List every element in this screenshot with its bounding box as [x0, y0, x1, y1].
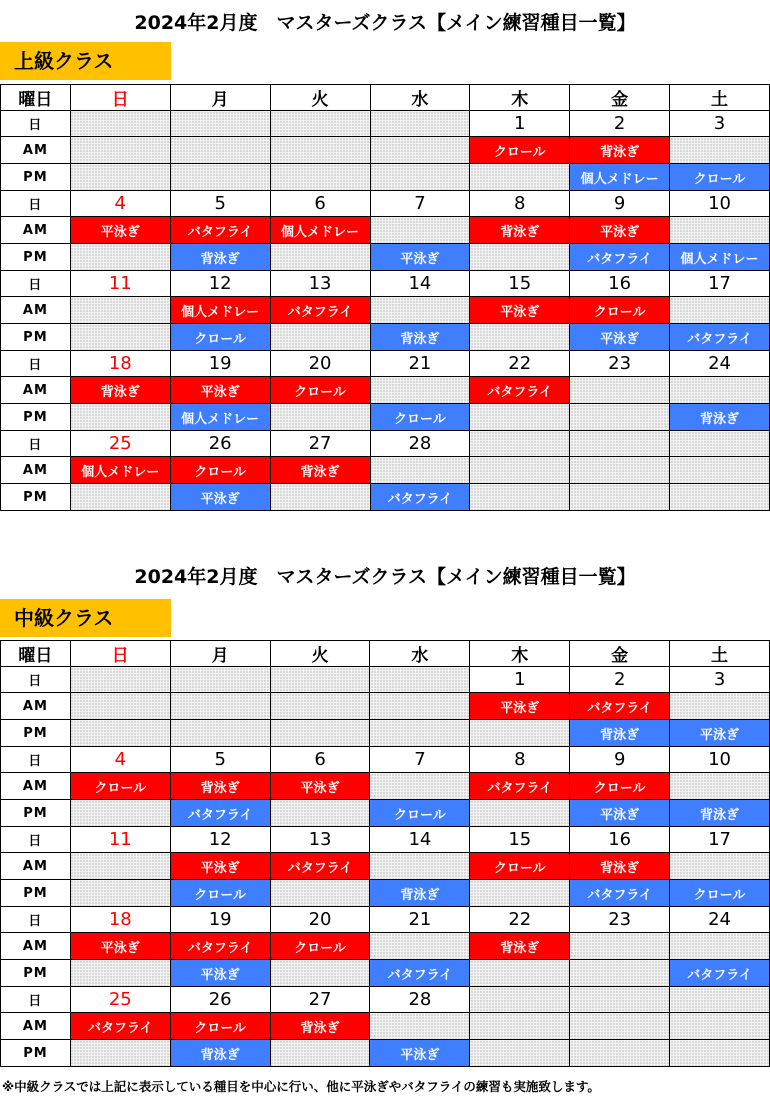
date-cell: 16: [570, 827, 670, 853]
pm-row-label: PM: [1, 324, 71, 351]
date-cell: 27: [270, 987, 370, 1013]
date-cell: 19: [170, 351, 270, 377]
weekday-header: 木: [470, 641, 570, 667]
date-cell: [370, 667, 470, 693]
date-cell: [570, 987, 670, 1013]
date-cell: 15: [470, 271, 570, 297]
pm-practice-cell: [570, 960, 670, 987]
date-cell: 5: [170, 191, 270, 217]
date-cell: 1: [470, 667, 570, 693]
pm-row-label: PM: [1, 1040, 71, 1067]
pm-practice-cell: [70, 244, 170, 271]
date-cell: 26: [170, 431, 270, 457]
am-practice-cell: [670, 693, 770, 720]
am-row-label: AM: [1, 773, 71, 800]
pm-practice-cell: [70, 880, 170, 907]
pm-practice-cell: 背泳ぎ: [370, 880, 470, 907]
am-practice-cell: [670, 137, 770, 164]
pm-practice-cell: [370, 720, 470, 747]
am-practice-cell: [370, 457, 470, 484]
date-cell: 21: [370, 351, 470, 377]
date-cell: 6: [270, 747, 370, 773]
weekday-header: 金: [570, 641, 670, 667]
weekday-header: 火: [270, 641, 370, 667]
am-practice-cell: バタフライ: [270, 297, 370, 324]
pm-practice-cell: [270, 960, 370, 987]
am-practice-cell: [70, 853, 170, 880]
am-row-label: AM: [1, 933, 71, 960]
date-row-label: 日: [1, 191, 71, 217]
am-practice-cell: 平泳ぎ: [470, 297, 570, 324]
pm-practice-cell: 平泳ぎ: [370, 244, 470, 271]
weekday-header: 土: [670, 85, 770, 111]
date-cell: 4: [70, 747, 170, 773]
am-row-label: AM: [1, 457, 71, 484]
date-cell: 28: [370, 431, 470, 457]
pm-practice-cell: [470, 800, 570, 827]
pm-practice-cell: [470, 484, 570, 511]
am-practice-cell: [370, 217, 470, 244]
pm-practice-cell: [570, 1040, 670, 1067]
date-row-label: 日: [1, 111, 71, 137]
pm-practice-cell: [70, 1040, 170, 1067]
pm-practice-cell: [370, 164, 470, 191]
date-cell: [670, 987, 770, 1013]
date-cell: 15: [470, 827, 570, 853]
pm-practice-cell: クロール: [170, 880, 270, 907]
date-cell: 9: [570, 191, 670, 217]
date-cell: 21: [370, 907, 470, 933]
pm-practice-cell: 平泳ぎ: [370, 1040, 470, 1067]
pm-row-label: PM: [1, 484, 71, 511]
pm-practice-cell: [470, 880, 570, 907]
pm-practice-cell: [270, 1040, 370, 1067]
pm-practice-cell: [270, 244, 370, 271]
date-cell: [670, 431, 770, 457]
date-cell: [170, 667, 270, 693]
pm-row-label: PM: [1, 244, 71, 271]
date-cell: 22: [470, 907, 570, 933]
date-cell: 16: [570, 271, 670, 297]
am-row-label: AM: [1, 217, 71, 244]
am-practice-cell: クロール: [270, 377, 370, 404]
pm-practice-cell: 個人メドレー: [670, 244, 770, 271]
date-cell: 6: [270, 191, 370, 217]
schedule-title: 2024年2月度 マスターズクラス【メイン練習種目一覧】: [134, 566, 636, 588]
am-practice-cell: [170, 693, 270, 720]
footnote: ※中級クラスでは上記に表示している種目を中心に行い、他に平泳ぎやバタフライの練習も実施致します。: [2, 1079, 600, 1094]
date-cell: 18: [70, 351, 170, 377]
date-row-label: 日: [1, 987, 71, 1013]
pm-row-label: PM: [1, 164, 71, 191]
weekday-header: 水: [370, 641, 470, 667]
pm-practice-cell: [270, 720, 370, 747]
date-cell: [370, 111, 470, 137]
date-cell: 20: [270, 351, 370, 377]
weekday-header: 木: [470, 85, 570, 111]
pm-practice-cell: [70, 164, 170, 191]
date-cell: 5: [170, 747, 270, 773]
date-row-label: 日: [1, 747, 71, 773]
header-row-label: 曜日: [1, 641, 71, 667]
date-row-label: 日: [1, 271, 71, 297]
am-practice-cell: クロール: [470, 137, 570, 164]
date-cell: 10: [670, 747, 770, 773]
pm-practice-cell: [470, 324, 570, 351]
am-practice-cell: [370, 933, 470, 960]
date-cell: 3: [670, 111, 770, 137]
am-practice-cell: クロール: [570, 297, 670, 324]
am-practice-cell: 背泳ぎ: [270, 1013, 370, 1040]
pm-practice-cell: バタフライ: [370, 484, 470, 511]
date-cell: 14: [370, 271, 470, 297]
pm-practice-cell: 個人メドレー: [570, 164, 670, 191]
date-cell: 26: [170, 987, 270, 1013]
am-practice-cell: [170, 137, 270, 164]
date-cell: 3: [670, 667, 770, 693]
am-practice-cell: 平泳ぎ: [70, 217, 170, 244]
am-practice-cell: [370, 773, 470, 800]
am-practice-cell: [70, 137, 170, 164]
date-cell: [470, 431, 570, 457]
date-cell: 17: [670, 271, 770, 297]
pm-practice-cell: [470, 164, 570, 191]
am-practice-cell: バタフライ: [470, 377, 570, 404]
am-practice-cell: 平泳ぎ: [570, 217, 670, 244]
am-practice-cell: クロール: [270, 933, 370, 960]
date-cell: [270, 667, 370, 693]
am-practice-cell: [570, 377, 670, 404]
date-cell: [470, 987, 570, 1013]
date-cell: 13: [270, 271, 370, 297]
weekday-header: 日: [70, 641, 170, 667]
pm-practice-cell: 平泳ぎ: [670, 720, 770, 747]
date-cell: 13: [270, 827, 370, 853]
pm-practice-cell: 背泳ぎ: [570, 720, 670, 747]
pm-practice-cell: バタフライ: [370, 960, 470, 987]
am-practice-cell: バタフライ: [170, 933, 270, 960]
date-cell: 4: [70, 191, 170, 217]
am-row-label: AM: [1, 853, 71, 880]
pm-practice-cell: [570, 484, 670, 511]
am-practice-cell: [370, 1013, 470, 1040]
am-row-label: AM: [1, 1013, 71, 1040]
pm-practice-cell: 背泳ぎ: [370, 324, 470, 351]
pm-row-label: PM: [1, 960, 71, 987]
am-practice-cell: [670, 1013, 770, 1040]
pm-practice-cell: [270, 880, 370, 907]
am-practice-cell: 平泳ぎ: [70, 933, 170, 960]
weekday-header: 水: [370, 85, 470, 111]
pm-practice-cell: 平泳ぎ: [570, 800, 670, 827]
date-cell: [570, 431, 670, 457]
pm-practice-cell: [70, 960, 170, 987]
pm-practice-cell: [270, 404, 370, 431]
pm-practice-cell: 背泳ぎ: [670, 800, 770, 827]
pm-practice-cell: 背泳ぎ: [170, 1040, 270, 1067]
date-cell: 11: [70, 271, 170, 297]
am-practice-cell: バタフライ: [170, 217, 270, 244]
class-badge: 中級クラス: [0, 599, 171, 637]
am-practice-cell: バタフライ: [570, 693, 670, 720]
pm-practice-cell: [170, 164, 270, 191]
date-cell: 7: [370, 747, 470, 773]
date-cell: 9: [570, 747, 670, 773]
date-cell: 27: [270, 431, 370, 457]
pm-practice-cell: [470, 1040, 570, 1067]
date-row-label: 日: [1, 431, 71, 457]
weekday-header: 日: [70, 85, 170, 111]
am-practice-cell: [370, 297, 470, 324]
pm-practice-cell: [70, 404, 170, 431]
date-row-label: 日: [1, 667, 71, 693]
pm-practice-cell: バタフライ: [670, 324, 770, 351]
pm-practice-cell: 背泳ぎ: [670, 404, 770, 431]
weekday-header: 火: [270, 85, 370, 111]
date-cell: 28: [370, 987, 470, 1013]
am-practice-cell: [470, 457, 570, 484]
am-practice-cell: [570, 457, 670, 484]
pm-practice-cell: クロール: [170, 324, 270, 351]
date-cell: 12: [170, 827, 270, 853]
date-cell: 23: [570, 907, 670, 933]
date-row-label: 日: [1, 907, 71, 933]
am-practice-cell: 平泳ぎ: [270, 773, 370, 800]
schedule-table: [0, 640, 770, 1067]
pm-practice-cell: 平泳ぎ: [170, 960, 270, 987]
date-cell: 14: [370, 827, 470, 853]
pm-practice-cell: バタフライ: [570, 880, 670, 907]
am-practice-cell: 背泳ぎ: [70, 377, 170, 404]
am-practice-cell: [670, 853, 770, 880]
pm-practice-cell: バタフライ: [170, 800, 270, 827]
date-cell: 25: [70, 431, 170, 457]
am-practice-cell: 背泳ぎ: [470, 217, 570, 244]
am-practice-cell: [670, 297, 770, 324]
pm-practice-cell: [670, 1040, 770, 1067]
am-practice-cell: [70, 297, 170, 324]
schedule-title: 2024年2月度 マスターズクラス【メイン練習種目一覧】: [134, 12, 636, 34]
pm-practice-cell: 平泳ぎ: [170, 484, 270, 511]
date-cell: 24: [670, 351, 770, 377]
date-cell: 18: [70, 907, 170, 933]
weekday-header: 土: [670, 641, 770, 667]
date-row-label: 日: [1, 827, 71, 853]
date-cell: 2: [570, 667, 670, 693]
pm-row-label: PM: [1, 800, 71, 827]
am-practice-cell: バタフライ: [470, 773, 570, 800]
am-practice-cell: [370, 137, 470, 164]
pm-row-label: PM: [1, 720, 71, 747]
am-practice-cell: [270, 137, 370, 164]
pm-row-label: PM: [1, 404, 71, 431]
pm-practice-cell: [270, 164, 370, 191]
am-row-label: AM: [1, 297, 71, 324]
date-cell: 2: [570, 111, 670, 137]
am-practice-cell: [670, 933, 770, 960]
am-row-label: AM: [1, 377, 71, 404]
weekday-header: 月: [170, 641, 270, 667]
date-cell: [70, 111, 170, 137]
date-cell: 12: [170, 271, 270, 297]
pm-practice-cell: 個人メドレー: [170, 404, 270, 431]
pm-practice-cell: [470, 244, 570, 271]
date-cell: 8: [470, 191, 570, 217]
am-practice-cell: 背泳ぎ: [270, 457, 370, 484]
date-cell: 19: [170, 907, 270, 933]
pm-practice-cell: [470, 404, 570, 431]
pm-practice-cell: [470, 960, 570, 987]
am-practice-cell: バタフライ: [70, 1013, 170, 1040]
am-practice-cell: 背泳ぎ: [570, 137, 670, 164]
pm-practice-cell: [170, 720, 270, 747]
am-practice-cell: [670, 217, 770, 244]
am-practice-cell: クロール: [170, 1013, 270, 1040]
am-practice-cell: [670, 377, 770, 404]
pm-practice-cell: [470, 720, 570, 747]
schedule-table: [0, 84, 770, 511]
am-practice-cell: クロール: [570, 773, 670, 800]
pm-practice-cell: クロール: [670, 164, 770, 191]
am-practice-cell: [370, 693, 470, 720]
pm-practice-cell: [70, 800, 170, 827]
am-practice-cell: クロール: [470, 853, 570, 880]
date-cell: 17: [670, 827, 770, 853]
am-row-label: AM: [1, 693, 71, 720]
weekday-header: 金: [570, 85, 670, 111]
date-cell: 25: [70, 987, 170, 1013]
date-cell: 20: [270, 907, 370, 933]
pm-practice-cell: [70, 324, 170, 351]
am-practice-cell: 背泳ぎ: [170, 773, 270, 800]
date-cell: 24: [670, 907, 770, 933]
date-cell: 1: [470, 111, 570, 137]
am-practice-cell: [270, 693, 370, 720]
pm-practice-cell: クロール: [370, 404, 470, 431]
am-practice-cell: 個人メドレー: [170, 297, 270, 324]
am-practice-cell: 個人メドレー: [70, 457, 170, 484]
pm-practice-cell: [570, 404, 670, 431]
pm-practice-cell: クロール: [370, 800, 470, 827]
am-practice-cell: 背泳ぎ: [470, 933, 570, 960]
am-practice-cell: クロール: [170, 457, 270, 484]
pm-practice-cell: クロール: [670, 880, 770, 907]
am-practice-cell: 平泳ぎ: [470, 693, 570, 720]
pm-practice-cell: [270, 484, 370, 511]
date-cell: [170, 111, 270, 137]
am-practice-cell: [570, 1013, 670, 1040]
am-practice-cell: クロール: [70, 773, 170, 800]
am-practice-cell: 背泳ぎ: [570, 853, 670, 880]
am-practice-cell: バタフライ: [270, 853, 370, 880]
date-cell: 7: [370, 191, 470, 217]
class-badge: 上級クラス: [0, 42, 171, 80]
weekday-header: 月: [170, 85, 270, 111]
am-practice-cell: [670, 773, 770, 800]
am-practice-cell: 平泳ぎ: [170, 377, 270, 404]
date-cell: 11: [70, 827, 170, 853]
pm-practice-cell: [270, 324, 370, 351]
am-practice-cell: 個人メドレー: [270, 217, 370, 244]
am-practice-cell: [670, 457, 770, 484]
date-cell: [270, 111, 370, 137]
am-practice-cell: 平泳ぎ: [170, 853, 270, 880]
pm-practice-cell: [670, 484, 770, 511]
pm-practice-cell: 背泳ぎ: [170, 244, 270, 271]
date-cell: 8: [470, 747, 570, 773]
pm-row-label: PM: [1, 880, 71, 907]
pm-practice-cell: [270, 800, 370, 827]
pm-practice-cell: 平泳ぎ: [570, 324, 670, 351]
date-cell: 22: [470, 351, 570, 377]
am-practice-cell: [470, 1013, 570, 1040]
date-cell: 23: [570, 351, 670, 377]
pm-practice-cell: バタフライ: [670, 960, 770, 987]
am-practice-cell: [370, 853, 470, 880]
am-practice-cell: [570, 933, 670, 960]
date-row-label: 日: [1, 351, 71, 377]
header-row-label: 曜日: [1, 85, 71, 111]
am-practice-cell: [370, 377, 470, 404]
pm-practice-cell: [70, 720, 170, 747]
am-row-label: AM: [1, 137, 71, 164]
pm-practice-cell: バタフライ: [570, 244, 670, 271]
pm-practice-cell: [70, 484, 170, 511]
date-cell: 10: [670, 191, 770, 217]
am-practice-cell: [70, 693, 170, 720]
date-cell: [70, 667, 170, 693]
